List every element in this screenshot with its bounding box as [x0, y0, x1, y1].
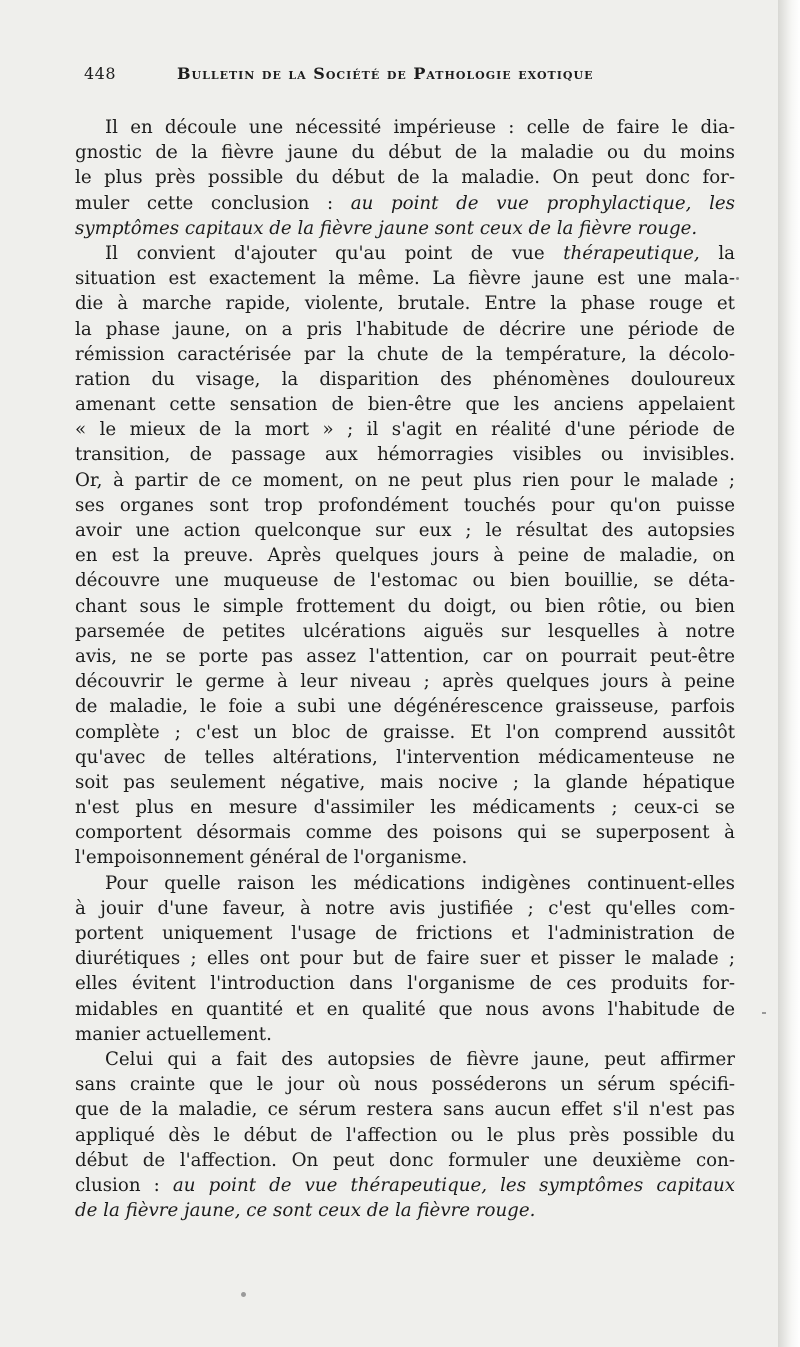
text-line	[75, 997, 735, 1022]
text-line	[75, 1198, 735, 1223]
text-line	[75, 140, 735, 165]
text-line	[75, 568, 735, 593]
text-line	[75, 165, 735, 190]
line-italic-text: au point de vue thérapeutique, les symptômes capitaux	[172, 1174, 735, 1196]
text-line	[75, 1072, 735, 1097]
page-edge-shadow	[778, 0, 800, 1347]
text-line	[75, 342, 735, 367]
text-line	[75, 971, 735, 996]
line-text: Pour quelle raison les médications indigènes continuent-elles	[105, 872, 735, 894]
text-line	[75, 1047, 735, 1072]
text-line	[75, 946, 735, 971]
text-line	[75, 191, 735, 216]
text-line	[75, 1123, 735, 1148]
line-text: avoir une action quelconque sur eux ; le résultat des autopsies	[75, 520, 735, 541]
text-line	[75, 367, 735, 392]
line-text: début de l'affection. On peut donc formuler une deuxième con-	[75, 1149, 735, 1171]
text-line	[75, 669, 735, 694]
line-text: sans crainte que le jour où nous posséderons un sérum spécifi-	[75, 1074, 735, 1096]
text-line	[75, 518, 735, 543]
text-line	[75, 720, 735, 745]
line-text: situation est exactement la même. La fièvre jaune est une mala-	[75, 268, 735, 290]
line-text: ses organes sont trop profondément touchés pour qu'on puisse	[75, 494, 735, 516]
text-line	[75, 392, 735, 417]
text-line	[75, 1173, 735, 1198]
line-text: ration du visage, la disparition des phénomènes douloureux	[75, 368, 735, 390]
text-line	[75, 820, 735, 845]
line-text: chant sous le simple frottement du doigt, ou bien rôtie, ou bien	[75, 595, 735, 617]
body-text	[75, 115, 735, 1223]
line-text: n'est plus en mesure d'assimiler les médicaments ; ceux-ci se	[75, 797, 735, 819]
text-line	[75, 871, 735, 896]
line-text: de maladie, le foie a subi une dégénérescence graisseuse, parfois	[75, 696, 735, 718]
line-text: parsemée de petites ulcérations aiguës sur lesquelles à notre	[75, 620, 735, 642]
line-italic-text: de la fièvre jaune, ce sont ceux de la fièvre rouge.	[75, 1200, 536, 1222]
text-line	[75, 241, 735, 266]
line-text: qu'avec de telles altérations, l'intervention médicamenteuse ne	[75, 746, 735, 768]
text-line	[75, 1148, 735, 1173]
text-line	[75, 770, 735, 795]
line-text: avis, ne se porte pas assez l'attention, car on pourrait peut-être	[75, 645, 735, 667]
text-line	[75, 115, 735, 140]
line-text: muler cette conclusion :	[75, 192, 351, 214]
page-header	[84, 64, 724, 94]
text-line	[75, 266, 735, 291]
text-line	[75, 543, 735, 568]
text-line	[75, 921, 735, 946]
ink-speck	[762, 1012, 766, 1014]
line-italic-text: au point de vue prophylactique, les	[350, 192, 735, 214]
line-italic-text: symptômes capitaux de la fièvre jaune sont ceux de la fièvre rouge.	[75, 217, 698, 239]
text-line	[75, 493, 735, 518]
text-line	[75, 317, 735, 342]
text-line	[75, 442, 735, 467]
line-text: « le mieux de la mort » ; il s'agit en réalité d'une période de	[75, 419, 735, 441]
line-text: à jouir d'une faveur, à notre avis justifiée ; c'est qu'elles com-	[75, 897, 735, 919]
line-text: elles évitent l'introduction dans l'organisme de ces produits for-	[75, 973, 735, 995]
line-text: découvre une muqueuse de l'estomac ou bien bouillie, se déta-	[75, 570, 735, 592]
line-text: la phase jaune, on a pris l'habitude de décrire une période de	[75, 318, 735, 340]
text-line	[75, 216, 735, 241]
line-text: en est la preuve. Après quelques jours à peine de maladie, on	[75, 545, 735, 567]
text-line	[75, 694, 735, 719]
running-title: Bulletin de la Société de Pathologie exotique	[177, 64, 594, 83]
line-italic-text: thérapeutique,	[563, 242, 700, 264]
text-line	[75, 845, 735, 870]
text-line	[75, 619, 735, 644]
line-text: clusion :	[75, 1174, 173, 1196]
ink-speck	[736, 277, 739, 280]
line-text: Il convient d'ajouter qu'au point de vue	[105, 242, 564, 264]
text-line	[75, 468, 735, 493]
line-text: diurétiques ; elles ont pour but de faire suer et pisser le malade ;	[75, 948, 735, 970]
line-text: Il en découle une nécessité impérieuse : celle de faire le dia-	[105, 117, 735, 138]
line-text: que de la maladie, ce sérum restera sans aucun effet s'il n'est pas	[75, 1099, 735, 1121]
line-text: rémission caractérisée par la chute de la température, la décolo-	[75, 343, 735, 365]
text-line	[75, 644, 735, 669]
line-text: Celui qui a fait des autopsies de fièvre jaune, peut affirmer	[105, 1048, 735, 1070]
line-text: le plus près possible du début de la maladie. On peut donc for-	[75, 167, 735, 189]
line-text: l'empoisonnement général de l'organisme.	[75, 847, 468, 869]
text-line	[75, 291, 735, 316]
ink-spot	[241, 1292, 246, 1297]
text-line	[75, 1097, 735, 1122]
line-text: soit pas seulement négative, mais nocive ; la glande hépatique	[75, 771, 735, 793]
line-text: gnostic de la fièvre jaune du début de la maladie ou du moins	[75, 142, 735, 164]
line-text: la	[699, 242, 735, 264]
line-text: die à marche rapide, violente, brutale. Entre la phase rouge et	[75, 293, 735, 315]
text-line	[75, 896, 735, 921]
line-text: manier actuellement.	[75, 1023, 272, 1045]
line-text: Or, à partir de ce moment, on ne peut plus rien pour le malade ;	[75, 469, 735, 491]
line-text: portent uniquement l'usage de frictions et l'administration de	[75, 923, 735, 944]
text-line	[75, 745, 735, 770]
text-line	[75, 417, 735, 442]
line-text: transition, de passage aux hémorragies visibles ou invisibles.	[75, 444, 735, 466]
text-line	[75, 594, 735, 619]
line-text: appliqué dès le début de l'affection ou le plus près possible du	[75, 1124, 735, 1146]
text-line	[75, 1022, 735, 1047]
page-number: 448	[84, 64, 117, 83]
line-text: midables en quantité et en qualité que nous avons l'habitude de	[75, 998, 735, 1020]
text-line	[75, 795, 735, 820]
line-text: découvrir le germe à leur niveau ; après quelques jours à peine	[75, 671, 735, 693]
line-text: complète ; c'est un bloc de graisse. Et l'on comprend aussitôt	[75, 721, 735, 743]
line-text: comportent désormais comme des poisons qui se superposent à	[75, 822, 735, 844]
line-text: amenant cette sensation de bien-être que les anciens appelaient	[75, 394, 735, 416]
